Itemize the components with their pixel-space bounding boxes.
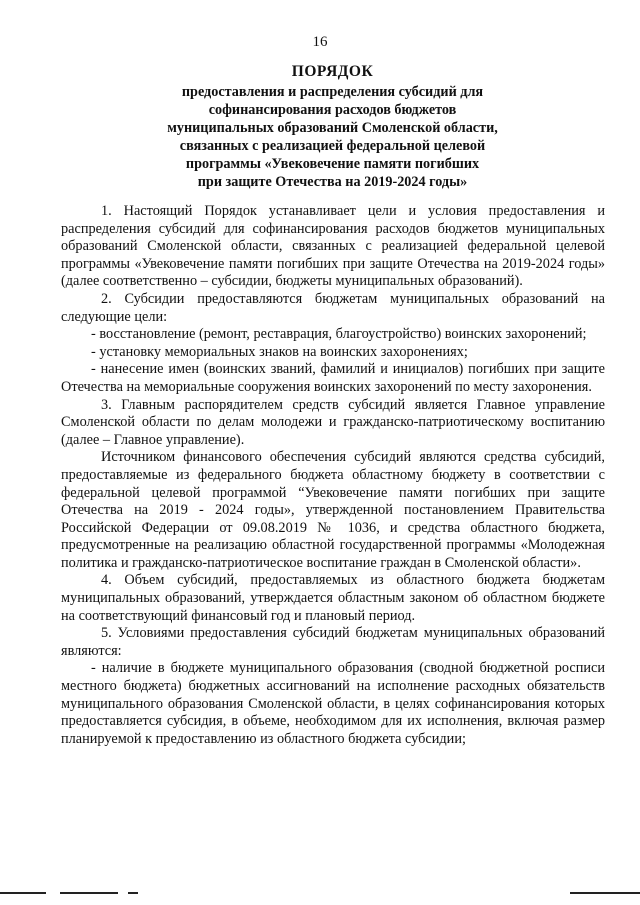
paragraph-funding-source: Источником финансового обеспечения субсидий являются средства субсидий, предоставляемые из федерального бюджета областному бюджету в соответствии с федеральной целевой программой “Увековечение памяти погибших при защите Отечества на 2019 - 2024 годы», утвержденной постановлением Правительства Российской Федерации от 09.08.2019 № 1036, и средства областного бюджета, предусмотренные на реализацию областной государственной программы «Молодежная политика и гражданско-патриотическое воспитание граждан в Смоленской области». bbox=[61, 449, 605, 571]
title-line: связанных с реализацией федеральной целевой bbox=[179, 138, 486, 154]
scan-mark bbox=[570, 892, 640, 894]
title-line: программы «Увековечение памяти погибших bbox=[185, 156, 480, 172]
paragraph-1: 1. Настоящий Порядок устанавливает цели и условия предоставления и распределения субсидий для софинансирования расходов бюджетов муниципальных образований Смоленской области, связанных с реализацией федеральной целевой программы «Увековечение памяти погибших при защите Отечества на 2019-2024 годы» (далее соответственно – субсидии, бюджеты муниципальных образований). bbox=[61, 203, 605, 290]
paragraph-5: 5. Условиями предоставления субсидий бюджетам муниципальных образований являются: bbox=[61, 625, 605, 659]
paragraph-3: 3. Главным распорядителем средств субсидий является Главное управление Смоленской области по делам молодежи и гражданско-патриотическому воспитанию (далее – Главное управление). bbox=[61, 396, 605, 448]
paragraph-2: 2. Субсидии предоставляются бюджетам муниципальных образований на следующие цели: bbox=[61, 290, 605, 325]
scan-edge-marks bbox=[0, 892, 640, 905]
list-item: - наличие в бюджете муниципального образования (сводной бюджетной росписи местного бюджета) бюджетных ассигнований на исполнение расходных обязательств муниципального образования Смоленской области, в целях софинансирования которых предоставляется субсидия, в объеме, необходимом для их исполнения, включая размер планируемой к предоставлению из областного бюджета субсидии; bbox=[61, 660, 605, 747]
title-line: при защите Отечества на 2019-2024 годы» bbox=[197, 174, 468, 190]
document-body bbox=[61, 203, 605, 748]
paragraph-4: 4. Объем субсидий, предоставляемых из областного бюджета бюджетам муниципальных образований, утверждается областным законом об областном бюджете на соответствующий финансовый год и плановый период. bbox=[61, 572, 605, 624]
list-item: - установку мемориальных знаков на воинских захоронениях; bbox=[91, 343, 468, 360]
list-item: - нанесение имен (воинских званий, фамилий и инициалов) погибших при защите Отечества на мемориальные сооружения воинских захоронений по месту захоронения. bbox=[61, 361, 605, 395]
page-number: 16 bbox=[312, 34, 328, 50]
scan-mark bbox=[128, 892, 138, 894]
title-line: предоставления и распределения субсидий для bbox=[181, 84, 484, 100]
document-title bbox=[60, 63, 605, 191]
list-item: - восстановление (ремонт, реставрация, благоустройство) воинских захоронений; bbox=[91, 326, 587, 343]
scan-mark bbox=[0, 892, 46, 894]
title-line: муниципальных образований Смоленской области, bbox=[167, 120, 498, 136]
title-line: софинансирования расходов бюджетов bbox=[208, 102, 457, 118]
scan-mark bbox=[60, 892, 118, 894]
title-main: ПОРЯДОК bbox=[291, 63, 374, 80]
